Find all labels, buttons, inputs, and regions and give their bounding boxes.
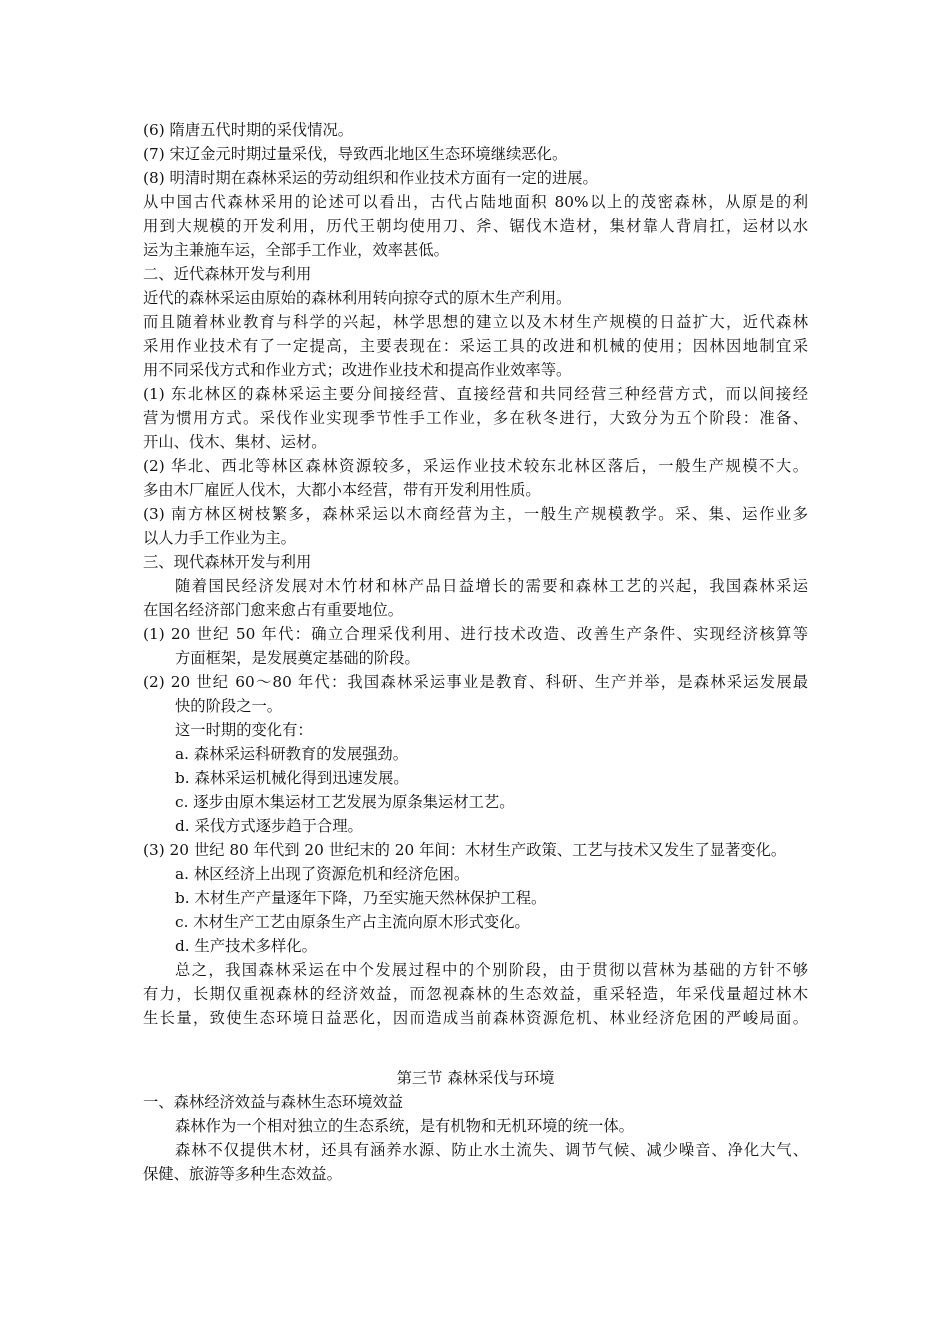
list-item: 快的阶段之一。 <box>175 697 283 715</box>
list-item: 开山、伐木、集材、运材。 <box>143 433 327 451</box>
paragraph-line: 从中国古代森林采用的论述可以看出，古代占陆地面积 80%以上的茂密森林，从原是的利 <box>143 193 808 211</box>
sub-list-item: a. 林区经济上出现了资源危机和经济危困。 <box>175 865 470 883</box>
sub-list-item: b. 森林采运机械化得到迅速发展。 <box>175 769 409 787</box>
paragraph-line: 保健、旅游等多种生态效益。 <box>143 1165 342 1183</box>
paragraph-line: 而且随着林业教育与科学的兴起，林学思想的建立以及木材生产规模的日益扩大，近代森林 <box>143 313 808 331</box>
sub-list-item: d. 生产技术多样化。 <box>175 937 317 955</box>
list-item: 方面框架，是发展奠定基础的阶段。 <box>175 649 420 667</box>
sub-list-item: c. 木材生产工艺由原条生产占主流向原木形式变化。 <box>175 913 530 931</box>
paragraph-line: 有力，长期仅重视森林的经济效益，而忽视森林的生态效益，重采轻造，年采伐量超过林木 <box>143 985 808 1003</box>
list-item: 营为惯用方式。采伐作业实现季节性手工作业，多在秋冬进行，大致分为五个阶段：准备、 <box>143 409 808 427</box>
paragraph-line: 采用作业技术有了一定提高，主要表现在：采运工具的改进和机械的使用；因林因地制宜采 <box>143 337 808 355</box>
sub-list-item: d. 采伐方式逐步趋于合理。 <box>175 817 363 835</box>
sub-list-item: b. 木材生产产量逐年下降，乃至实施天然林保护工程。 <box>175 889 547 907</box>
paragraph-line: 这一时期的变化有： <box>175 721 313 739</box>
list-item-6: (6) 隋唐五代时期的采伐情况。 <box>143 121 354 139</box>
list-item-7: (7) 宋辽金元时期过量采伐，导致西北地区生态环境继续恶化。 <box>143 145 568 163</box>
paragraph-line: 森林不仅提供木材，还具有涵养水源、防止水土流失、调节气候、减少噪音、净化大气、 <box>175 1141 808 1159</box>
paragraph-line: 在国名经济部门愈来愈占有重要地位。 <box>143 601 404 619</box>
list-item: (3) 20 世纪 80 年代到 20 世纪末的 20 年间：木材生产政策、工艺与技术又发生了显著变化。 <box>143 841 787 859</box>
paragraph-line: 随着国民经济发展对木竹材和林产品日益增长的需要和森林工艺的兴起，我国森林采运 <box>175 577 808 595</box>
paragraph-line: 生长量，致使生态环境日益恶化，因而造成当前森林资源危机、林业经济危困的严峻局面。 <box>143 1009 808 1027</box>
paragraph-line: 总之，我国森林采运在中个发展过程中的个别阶段，由于贯彻以营林为基础的方针不够 <box>175 961 808 979</box>
list-item: (1) 20 世纪 50 年代：确立合理采伐利用、进行技术改造、改善生产条件、实现经济核算等 <box>143 625 808 643</box>
paragraph-line: 森林作为一个相对独立的生态系统，是有机物和无机环境的统一体。 <box>175 1117 634 1135</box>
list-item: (3) 南方林区树枝繁多，森林采运以木商经营为主，一般生产规模教学。采、集、运作业多 <box>143 505 808 523</box>
list-item: 多由木厂雇匠人伐木，大都小本经营，带有开发利用性质。 <box>143 481 541 499</box>
list-item: (2) 华北、西北等林区森林资源较多，采运作业技术较东北林区落后，一般生产规模不大。 <box>143 457 808 475</box>
list-item: (1) 东北林区的森林采运主要分间接经营、直接经营和共同经营三种经营方式，而以间接经 <box>143 385 808 403</box>
sub-list-item: c. 逐步由原木集运材工艺发展为原条集运材工艺。 <box>175 793 515 811</box>
section-heading: 一、森林经济效益与森林生态环境效益 <box>143 1093 404 1111</box>
paragraph-line: 用不同采伐方式和作业方式；改进作业技术和提高作业效率等。 <box>143 361 572 379</box>
list-item: (2) 20 世纪 60～80 年代：我国森林采运事业是教育、科研、生产并举，是森林采运发展最 <box>143 673 808 691</box>
list-item: 以人力手工作业为主。 <box>143 529 296 547</box>
paragraph-line: 用到大规模的开发利用，历代王朝均使用刀、斧、锯伐木造材，集材靠人背肩扛，运材以水 <box>143 217 808 235</box>
section-heading: 三、现代森林开发与利用 <box>143 553 312 571</box>
sub-list-item: a. 森林采运科研教育的发展强劲。 <box>175 745 409 763</box>
list-item-8: (8) 明清时期在森林采运的劳动组织和作业技术方面有一定的进展。 <box>143 169 598 187</box>
paragraph-line: 近代的森林采运由原始的森林利用转向掠夺式的原木生产利用。 <box>143 289 572 307</box>
paragraph-line: 运为主兼施车运，全部手工作业，效率甚低。 <box>143 241 449 259</box>
section-heading: 二、近代森林开发与利用 <box>143 265 312 283</box>
section-title: 第三节 森林采伐与环境 <box>396 1069 555 1087</box>
